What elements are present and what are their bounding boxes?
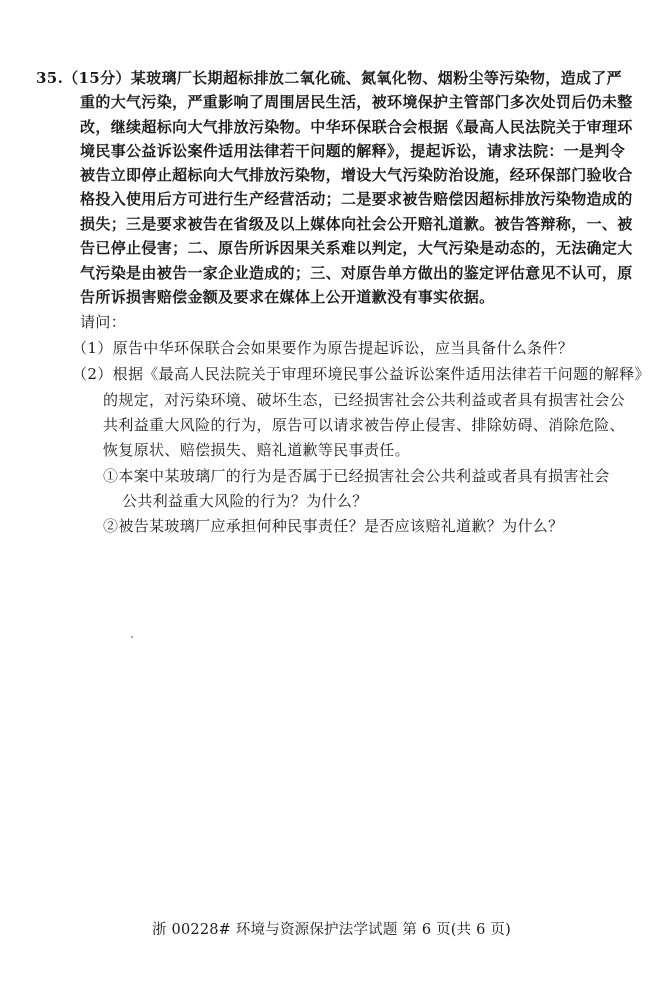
question-header-line — [36, 66, 622, 90]
question-points: （15分） — [63, 69, 131, 87]
paragraph-line: 境民事公益诉讼案件适用法律若干问题的解释》，提起诉讼，请求法院：一是判令 — [80, 142, 626, 160]
paragraph-line: 损失；三是要求被告在省级及以上媒体向社会公开赔礼道歉。被告答辩称，一、被 — [80, 215, 633, 233]
question-number: 35. — [36, 69, 64, 87]
sub-question-1-text: 原告中华环保联合会如果要作为原告提起诉讼，应当具备什么条件？ — [112, 339, 574, 357]
paragraph-line: 告所诉损害赔偿金额及要求在媒体上公开道歉没有事实依据。 — [80, 288, 495, 306]
paragraph-line: 重的大气污染，严重影响了周围居民生活，被环境保护主管部门多次处罚后仍未整 — [80, 93, 633, 111]
sub-item-2: ②被告某玻璃厂应承担何种民事责任？是否应该赔礼道歉？为什么？ — [103, 517, 564, 535]
paragraph-line: 告已停止侵害；二、原告所诉因果关系难以判定，大气污染是动态的，无法确定大 — [80, 239, 633, 257]
sub-question-2-line: 的规定，对污染环境、破坏生态，已经损害社会公共利益或者具有损害社会公 — [103, 391, 625, 409]
sub-question-1-label: （1） — [72, 339, 113, 357]
page-footer: 浙 00228# 环境与资源保护法学试题 第 6 页(共 6 页) — [152, 922, 511, 938]
paragraph-line: 格投入使用后方可进行生产经营活动；二是要求被告赔偿因超标排放污染物造成的 — [80, 190, 633, 208]
sub-item-1-line: ①本案中某玻璃厂的行为是否属于已经损害社会公共利益或者具有损害社会 — [103, 467, 610, 485]
paragraph-line: 气污染是由被告一家企业造成的；三、对原告单方做出的鉴定评估意见不认可，原 — [80, 264, 633, 282]
sub-question-1 — [72, 336, 573, 360]
sub-question-2-line: 共利益重大风险的行为，原告可以请求被告停止侵害、排除妨碍、消除危险、 — [103, 416, 625, 434]
paragraph-line: 某玻璃厂长期超标排放二氧化硫、氮氧化物、烟粉尘等污染物，造成了严 — [130, 69, 622, 87]
sub-question-2-label: （2） — [72, 365, 113, 383]
paragraph-line: 被告立即停止超标向大气排放污染物，增设大气污染防治设施，经环保部门验收合 — [80, 166, 633, 184]
scan-speck — [131, 636, 133, 638]
sub-question-2-line: 恢复原状、赔偿损失、赔礼道歉等民事责任。 — [103, 441, 411, 459]
sub-item-1-line: 公共利益重大风险的行为？为什么？ — [122, 492, 368, 510]
ask-label: 请问： — [80, 313, 127, 331]
sub-question-2-text: 根据《最高人民法院关于审理环境民事公益诉讼案件适用法律若干问题的解释》 — [112, 365, 650, 383]
sub-question-2-first-line — [72, 362, 650, 386]
paragraph-line: 改，继续超标向大气排放污染物。中华环保联合会根据《最高人民法院关于审理环 — [80, 118, 633, 136]
